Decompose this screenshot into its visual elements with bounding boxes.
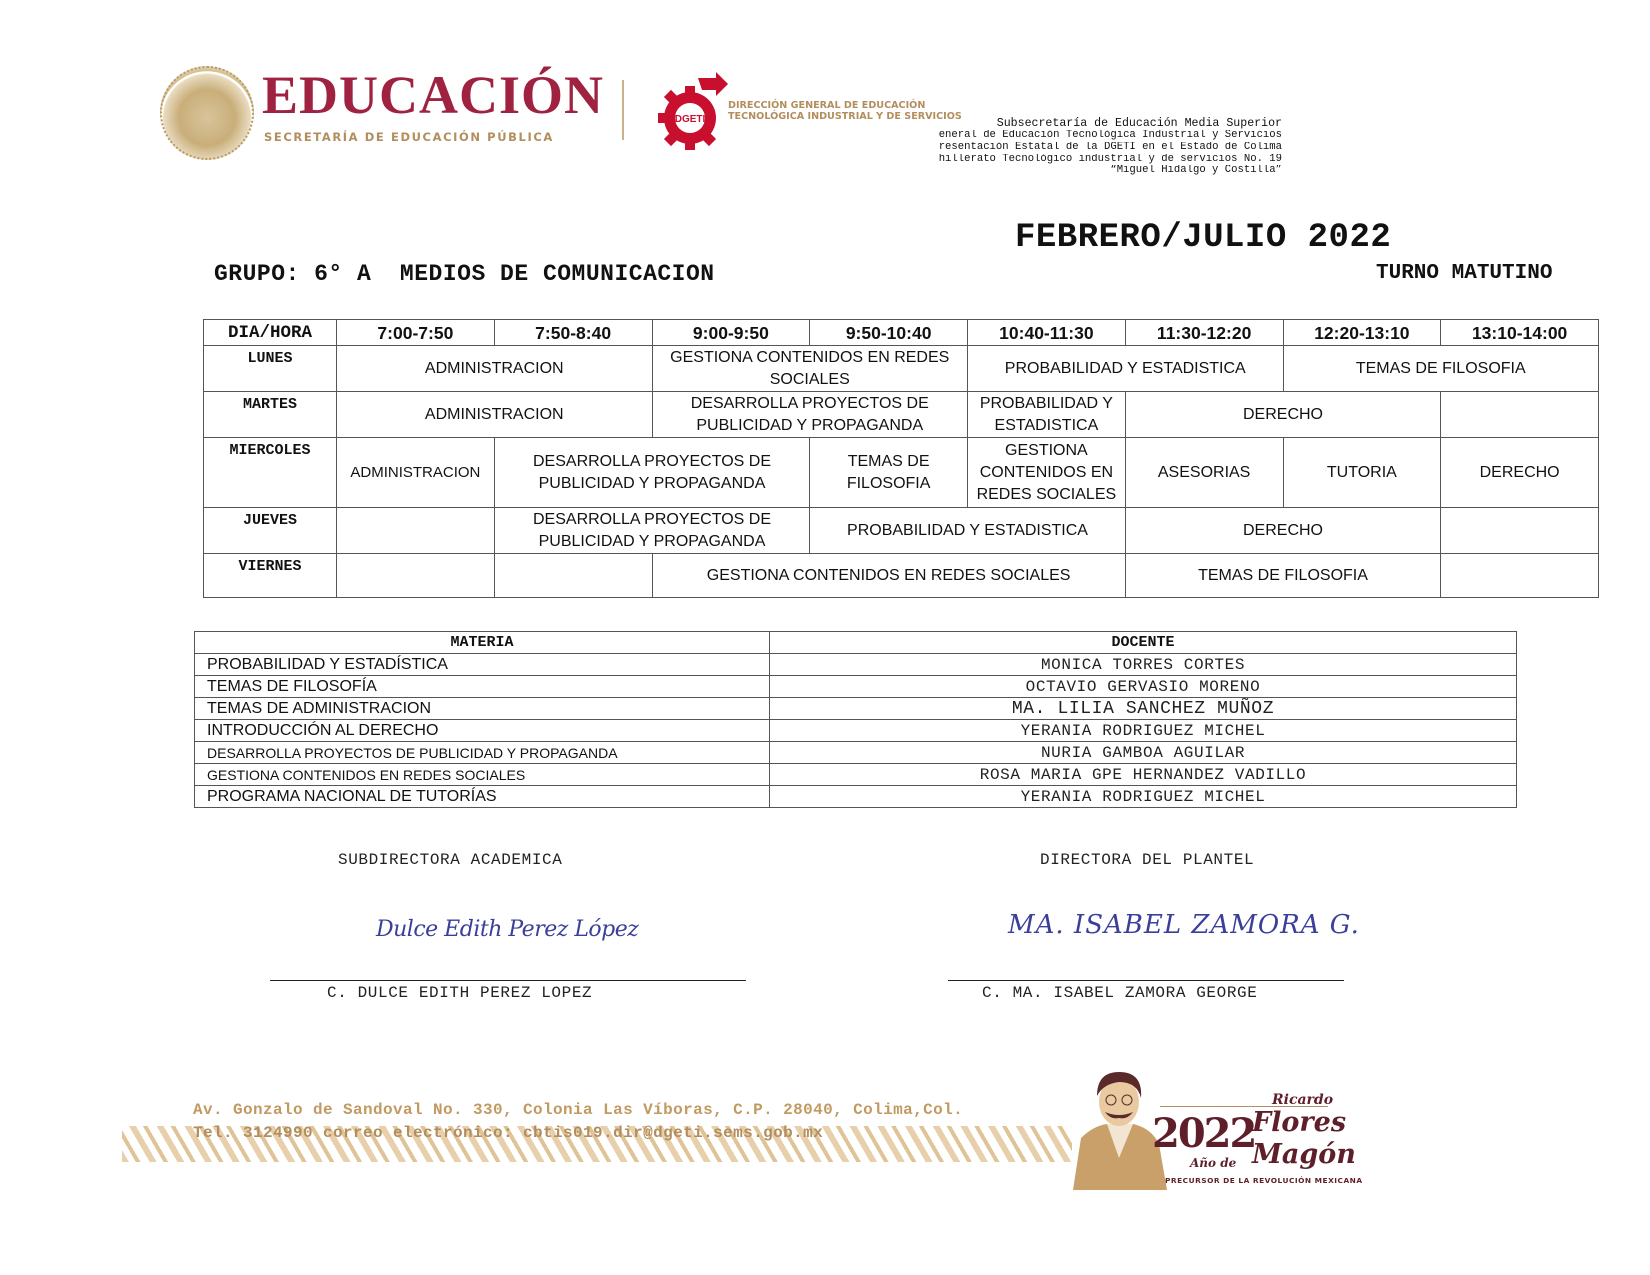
logo-divider xyxy=(622,80,624,140)
teacher-cell: MA. LILIA SANCHEZ MUÑOZ xyxy=(770,698,1517,720)
teacher-row xyxy=(195,698,1517,720)
left-signer-name: C. DULCE EDITH PEREZ LOPEZ xyxy=(327,984,593,1002)
time-slot-header: 13:10-14:00 xyxy=(1441,320,1599,346)
teacher-cell: OCTAVIO GERVASIO MORENO xyxy=(770,676,1517,698)
seal-ring xyxy=(160,66,254,160)
schedule-row-jueves xyxy=(204,508,1599,554)
commemorative-tagline: PRECURSOR DE LA REVOLUCIÓN MEXICANA xyxy=(1165,1176,1363,1185)
dgeti-name xyxy=(728,100,962,122)
class-cell: DESARROLLA PROYECTOS DE PUBLICIDAD Y PROPAGANDA xyxy=(652,392,968,438)
teacher-row xyxy=(195,720,1517,742)
group-label: GRUPO: 6° A MEDIOS DE COMUNICACION xyxy=(214,261,715,287)
institution-line-text: Subsecretaría de Educación Media Superior xyxy=(996,117,1282,130)
empty-cell xyxy=(337,508,495,554)
teachers-table xyxy=(194,631,1517,808)
teacher-row xyxy=(195,742,1517,764)
schedule-table xyxy=(203,319,1599,598)
day-label: MIERCOLES xyxy=(204,438,337,508)
footer-contact: Tel. 3124990 correo electrónico: cbtis019.dir@dgeti.sems.gob.mx xyxy=(193,1124,824,1142)
institution-line xyxy=(936,142,1282,154)
class-cell: DESARROLLA PROYECTOS DE PUBLICIDAD Y PROPAGANDA xyxy=(494,508,810,554)
commemorative-magon: Magón xyxy=(1252,1139,1356,1170)
institution-line xyxy=(936,130,1282,142)
period-title: FEBRERO/JULIO 2022 xyxy=(1015,219,1392,257)
teachers-header-row xyxy=(195,632,1517,654)
shift-label: TURNO MATUTINO xyxy=(1376,262,1553,285)
empty-cell xyxy=(494,554,652,598)
class-cell: GESTIONA CONTENIDOS EN REDES SOCIALES xyxy=(968,438,1126,508)
teacher-cell: ROSA MARIA GPE HERNANDEZ VADILLO xyxy=(770,764,1517,786)
class-cell: GESTIONA CONTENIDOS EN REDES SOCIALES xyxy=(652,554,1125,598)
class-cell: ADMINISTRACION xyxy=(337,438,495,508)
time-slot-header: 11:30-12:20 xyxy=(1125,320,1283,346)
institution-line-text: resentación Estatal de la DGETI en el Estado de Colima xyxy=(938,141,1282,153)
dgeti-line-1: DIRECCIÓN GENERAL DE EDUCACIÓN xyxy=(728,100,926,111)
commemorative-ano-de: Año de xyxy=(1190,1156,1237,1170)
class-cell: PROBABILIDAD Y ESTADISTICA xyxy=(810,508,1126,554)
teacher-row xyxy=(195,676,1517,698)
commemorative-year: 2022 xyxy=(1152,1110,1256,1157)
schedule-row-martes xyxy=(204,392,1599,438)
right-handwritten-signature: MA. ISABEL ZAMORA G. xyxy=(1008,910,1360,940)
schedule-header-row xyxy=(204,320,1599,346)
time-slot-header: 7:50-8:40 xyxy=(494,320,652,346)
teacher-cell: NURIA GAMBOA AGUILAR xyxy=(770,742,1517,764)
class-cell: TEMAS DE FILOSOFIA xyxy=(1283,346,1599,392)
class-cell: DERECHO xyxy=(1125,392,1441,438)
day-hour-header: DIA/HORA xyxy=(204,320,337,346)
teacher-row xyxy=(195,764,1517,786)
day-label: LUNES xyxy=(204,346,337,392)
class-cell: ASESORIAS xyxy=(1125,438,1283,508)
left-handwritten-signature: Dulce Edith Perez López xyxy=(376,917,639,942)
institution-block xyxy=(936,117,1282,177)
right-signer-name: C. MA. ISABEL ZAMORA GEORGE xyxy=(982,984,1258,1002)
dgeti-line-2: TECNOLÓGICA INDUSTRIAL Y DE SERVICIOS xyxy=(728,111,962,122)
sep-subtitle: SECRETARÍA DE EDUCACIÓN PÚBLICA xyxy=(264,130,554,144)
time-slot-header: 7:00-7:50 xyxy=(337,320,495,346)
subject-cell: PROGRAMA NACIONAL DE TUTORÍAS xyxy=(195,786,770,808)
institution-line xyxy=(936,154,1282,166)
time-slot-header: 12:20-13:10 xyxy=(1283,320,1441,346)
time-slot-header: 10:40-11:30 xyxy=(968,320,1126,346)
institution-line-text: hillerato Tecnológico industrial y de servicios No. 19 xyxy=(938,153,1282,165)
empty-cell xyxy=(1441,508,1599,554)
empty-cell xyxy=(337,554,495,598)
teacher-row xyxy=(195,654,1517,676)
class-cell: TEMAS DE FILOSOFIA xyxy=(1125,554,1441,598)
schedule-row-viernes xyxy=(204,554,1599,598)
day-label: MARTES xyxy=(204,392,337,438)
footer-address: Av. Gonzalo de Sandoval No. 330, Colonia Las Víboras, C.P. 28040, Colima,Col. xyxy=(193,1101,964,1119)
class-cell: DERECHO xyxy=(1125,508,1441,554)
day-label: JUEVES xyxy=(204,508,337,554)
subject-cell: TEMAS DE FILOSOFÍA xyxy=(195,676,770,698)
right-signature-line xyxy=(948,980,1344,981)
schedule-row-miercoles xyxy=(204,438,1599,508)
class-cell: PROBABILIDAD Y ESTADISTICA xyxy=(968,392,1126,438)
dgeti-logo-text: DGETI xyxy=(674,114,706,125)
class-cell: DERECHO xyxy=(1441,438,1599,508)
teacher-row xyxy=(195,786,1517,808)
left-signature-line xyxy=(270,980,746,981)
subject-cell: TEMAS DE ADMINISTRACION xyxy=(195,698,770,720)
subject-column-header: MATERIA xyxy=(195,632,770,654)
teacher-column-header: DOCENTE xyxy=(770,632,1517,654)
class-cell: ADMINISTRACION xyxy=(337,346,653,392)
time-slot-header: 9:00-9:50 xyxy=(652,320,810,346)
commemorative-ricardo: Ricardo xyxy=(1272,1092,1334,1108)
class-cell: TEMAS DE FILOSOFIA xyxy=(810,438,968,508)
schedule-row-lunes xyxy=(204,346,1599,392)
class-cell: DESARROLLA PROYECTOS DE PUBLICIDAD Y PROPAGANDA xyxy=(494,438,810,508)
subject-cell: DESARROLLA PROYECTOS DE PUBLICIDAD Y PROPAGANDA xyxy=(195,742,770,764)
class-cell: PROBABILIDAD Y ESTADISTICA xyxy=(968,346,1284,392)
institution-line xyxy=(936,117,1282,130)
institution-line xyxy=(936,165,1282,177)
day-label: VIERNES xyxy=(204,554,337,598)
empty-cell xyxy=(1441,392,1599,438)
commemorative-flores: Flores xyxy=(1252,1107,1347,1138)
teacher-cell: YERANIA RODRIGUEZ MICHEL xyxy=(770,720,1517,742)
class-cell: TUTORIA xyxy=(1283,438,1441,508)
empty-cell xyxy=(1441,554,1599,598)
time-slot-header: 9:50-10:40 xyxy=(810,320,968,346)
teacher-cell: MONICA TORRES CORTES xyxy=(770,654,1517,676)
institution-line-text: “Miguel Hidalgo y Costilla” xyxy=(1110,165,1282,177)
left-signer-role: SUBDIRECTORA ACADEMICA xyxy=(338,851,563,869)
right-signer-role: DIRECTORA DEL PLANTEL xyxy=(1040,851,1255,869)
subject-cell: INTRODUCCIÓN AL DERECHO xyxy=(195,720,770,742)
teacher-cell: YERANIA RODRIGUEZ MICHEL xyxy=(770,786,1517,808)
dgeti-gear-logo xyxy=(658,72,728,156)
subject-cell: PROBABILIDAD Y ESTADÍSTICA xyxy=(195,654,770,676)
sep-title: EDUCACIÓN xyxy=(262,65,605,125)
subject-cell: GESTIONA CONTENIDOS EN REDES SOCIALES xyxy=(195,764,770,786)
class-cell: GESTIONA CONTENIDOS EN REDES SOCIALES xyxy=(652,346,968,392)
class-cell: ADMINISTRACION xyxy=(337,392,653,438)
institution-line-text: eneral de Educación Tecnológica Industrial y Servicios xyxy=(938,130,1282,141)
